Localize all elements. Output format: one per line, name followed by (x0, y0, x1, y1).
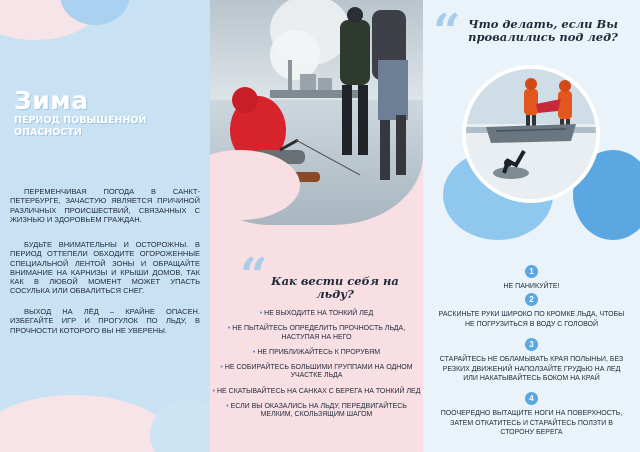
bullet-icon: • (220, 364, 223, 372)
step-number-badge: 4 (525, 392, 538, 405)
step-number-badge: 3 (525, 338, 538, 351)
left-panel (0, 0, 210, 452)
middle-panel (210, 0, 423, 452)
step-item (423, 265, 640, 292)
list-item: • НЕ ПЫТАЙТЕСЬ ОПРЕДЕЛИТЬ ПРОЧНОСТЬ ЛЬДА, НАСТУПАЯ НА НЕГО (227, 325, 406, 341)
step-text: ПООЧЕРЕДНО ВЫТАЩИТЕ НОГИ НА ПОВЕРХНОСТЬ, ЗАТЕМ ОТКАТИТЕСЬ И СТАРАЙТЕСЬ ПОЛЗТИ В СТОРОНУ БЕРЕГА (440, 410, 623, 436)
list-item: • НЕ СКАТЫВАЙТЕСЬ НА САНКАХ С БЕРЕГА НА ТОНКИЙ ЛЕД (212, 387, 421, 395)
quote-icon: “ (433, 4, 461, 60)
list-item: • НЕ ВЫХОДИТЕ НА ТОНКИЙ ЛЕД (259, 310, 374, 317)
quote-icon: “ (240, 248, 268, 304)
step-text: РАСКИНЬТЕ РУКИ ШИРОКО ПО КРОМКЕ ЛЬДА, ЧТОБЫ НЕ ПОГРУЗИТЬСЯ В ВОДУ С ГОЛОВОЙ (438, 311, 625, 328)
step-text: СТАРАЙТЕСЬ НЕ ОБЛАМЫВАТЬ КРАЯ ПОЛЫНЬИ, БЕЗ РЕЗКИХ ДВИЖЕНИЙ НАПОЛЗАЙТЕ ГРУДЬЮ НА ЛЕД ИЛИ НАКАТЫВАЙТЕСЬ БОКОМ НА КРАЙ (439, 356, 624, 382)
step-text: НЕ ПАНИКУЙТЕ! (503, 283, 560, 290)
list-item: • НЕ ПРИБЛИЖАЙТЕСЬ К ПРОРУБЯМ (252, 348, 381, 356)
list-item: • НЕ СОБИРАЙТЕСЬ БОЛЬШИМИ ГРУППАМИ НА ОДНОМ УЧАСТКЕ ЛЬДА (220, 364, 413, 380)
bullet-icon: • (259, 310, 263, 317)
decor-blob (150, 400, 210, 452)
step-item (423, 293, 640, 329)
thaw-warning-paragraph: БУДЬТЕ ВНИМАТЕЛЬНЫ И ОСТОРОЖНЫ. В ПЕРИОД ОТТЕПЕЛИ ОБХОДИТЕ ОГОРОЖЕННЫЕ СПЕЦИАЛЬНОЙ ЛЕНТОЙ ЗОНЫ И ОБРАЩАЙТЕ ВНИМАНИЕ НА КАРНИЗЫ И КРЫШИ ДОМОВ, ТАК КАК В ЛЮБОЙ МОМЕНТ МОЖЕТ УПАСТЬ СОСУЛЬКА ИЛИ ОБВАЛИТЬСЯ СНЕГ. (10, 240, 200, 296)
bullet-icon: • (226, 403, 229, 411)
right-panel (423, 0, 640, 452)
list-item: • ЕСЛИ ВЫ ОКАЗАЛИСЬ НА ЛЬДУ, ПЕРЕДВИГАЙТЕСЬ МЕЛКИМ, СКОЛЬЗЯЩИМ ШАГОМ (226, 403, 407, 419)
fall-through-heading: Что делать, если Вы провалились под лед? (468, 17, 618, 44)
intro-paragraph: ПЕРЕМЕНЧИВАЯ ПОГОДА В САНКТ-ПЕТЕРБУРГЕ, ЗАЧАСТУЮ ЯВЛЯЕТСЯ ПРИЧИНОЙ РАЗЛИЧНЫХ ПРОИСШЕСТВИЙ, СВЯЗАННЫХ С ЖИЗНЬЮ И ЗДОРОВЬЕМ ГРАЖДАН. (10, 187, 200, 224)
step-item (423, 392, 640, 438)
brochure-subtitle: ПЕРИОД ПОВЫШЕННОЙ ОПАСНОСТИ (14, 115, 147, 138)
step-item (423, 338, 640, 384)
bullet-icon: • (212, 387, 215, 395)
bullet-icon: • (227, 325, 231, 333)
brochure-title: Зима (14, 86, 89, 115)
ice-rules-list (210, 310, 423, 427)
step-number-badge: 1 (525, 265, 538, 278)
step-number-badge: 2 (525, 293, 538, 306)
ice-behavior-heading: Как вести себя на льду? (271, 274, 399, 301)
ice-rescue-photo (462, 65, 600, 203)
ice-warning-paragraph: ВЫХОД НА ЛЁД – КРАЙНЕ ОПАСЕН. ИЗБЕГАЙТЕ ИГР И ПРОГУЛОК ПО ЛЬДУ, В ПРОЧНОСТИ КОТОРОГО ВЫ НЕ УВЕРЕНЫ. (10, 307, 200, 335)
bullet-icon: • (252, 348, 256, 356)
